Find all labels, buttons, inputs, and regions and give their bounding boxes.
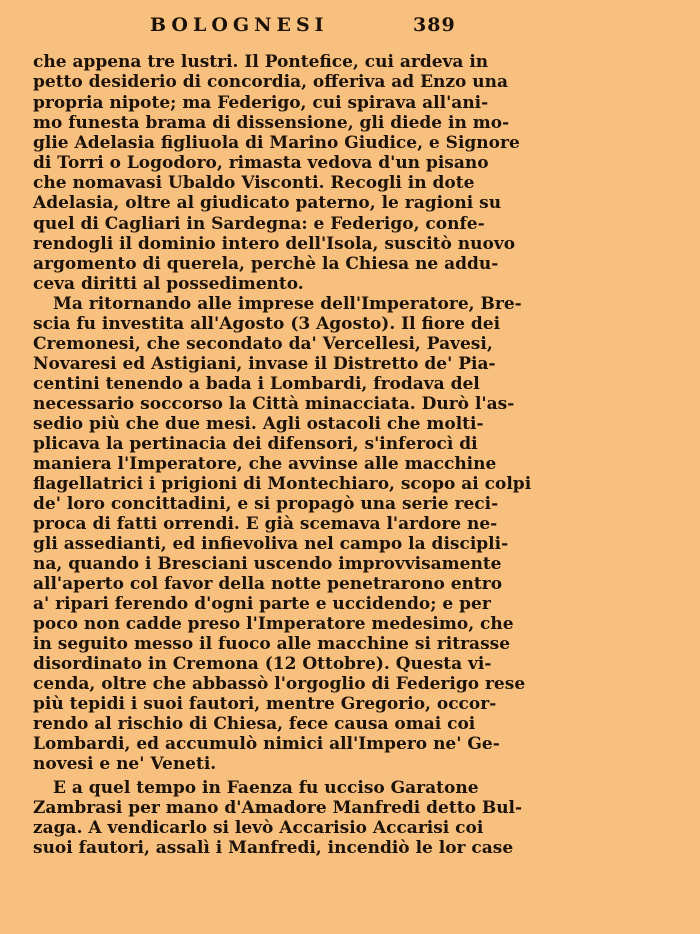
- text-line: gli assedianti, ed infievoliva nel campo la discipli-: [33, 534, 509, 554]
- text-line: de' loro concittadini, e si propagò una serie reci-: [33, 494, 499, 514]
- text-line: poco non cadde preso l'Imperatore medesimo, che: [33, 614, 514, 634]
- text-line: Novaresi ed Astigiani, invase il Distretto de' Pia-: [33, 354, 496, 374]
- text-line: plicava la pertinacia dei difensori, s'inferocì di: [33, 434, 478, 454]
- text-line: argomento di querela, perchè la Chiesa ne addu-: [33, 254, 499, 274]
- text-line: Ma ritornando alle imprese dell'Imperatore, Bre-: [53, 294, 522, 314]
- text-line: flagellatrici i prigioni di Montechiaro, scopo ai colpi: [33, 474, 532, 494]
- running-title: BOLOGNESI: [150, 14, 329, 36]
- text-line: E a quel tempo in Faenza fu ucciso Garatone: [53, 778, 479, 798]
- text-line: zaga. A vendicarlo si levò Accarisio Accarisi coi: [33, 818, 484, 838]
- text-line: cenda, oltre che abbassò l'orgoglio di Federigo rese: [33, 674, 526, 694]
- text-line: disordinato in Cremona (12 Ottobre). Questa vi-: [33, 654, 492, 674]
- text-line: maniera l'Imperatore, che avvinse alle macchine: [33, 454, 497, 474]
- text-line: Cremonesi, che secondato da' Vercellesi, Pavesi,: [33, 334, 493, 354]
- text-line: Lombardi, ed accumulò nimici all'Impero ne' Ge-: [33, 734, 500, 754]
- text-line: mo funesta brama di dissensione, gli diede in mo-: [33, 113, 510, 133]
- text-line: rendo al rischio di Chiesa, fece causa omai coi: [33, 714, 476, 734]
- text-line: novesi e ne' Veneti.: [33, 754, 217, 774]
- text-line: che nomavasi Ubaldo Visconti. Recogli in dote: [33, 173, 475, 193]
- text-line: Zambrasi per mano d'Amadore Manfredi detto Bul-: [33, 798, 523, 818]
- text-line: che appena tre lustri. Il Pontefice, cui ardeva in: [33, 52, 489, 72]
- text-line: na, quando i Bresciani uscendo improvvisamente: [33, 554, 502, 574]
- text-line: all'aperto col favor della notte penetrarono entro: [33, 574, 503, 594]
- text-line: suoi fautori, assalì i Manfredi, incendiò le lor case: [33, 838, 514, 858]
- text-line: di Torri o Logodoro, rimasta vedova d'un pisano: [33, 153, 489, 173]
- text-line: centini tenendo a bada i Lombardi, frodava del: [33, 374, 480, 394]
- text-line: Adelasia, oltre al giudicato paterno, le ragioni su: [33, 193, 502, 213]
- text-line: scia fu investita all'Agosto (3 Agosto). Il fiore dei: [33, 314, 501, 334]
- text-line: proca di fatti orrendi. E già scemava l'ardore ne-: [33, 514, 498, 534]
- text-line: rendogli il dominio intero dell'Isola, suscitò nuovo: [33, 234, 516, 254]
- text-line: propria nipote; ma Federigo, cui spirava all'ani-: [33, 93, 489, 113]
- text-line: glie Adelasia figliuola di Marino Giudice, e Signore: [33, 133, 520, 153]
- text-line: necessario soccorso la Città minacciata. Durò l'as-: [33, 394, 515, 414]
- text-line: a' ripari ferendo d'ogni parte e uccidendo; e per: [33, 594, 491, 614]
- text-line: ceva diritti al possedimento.: [33, 274, 304, 294]
- page-number: 389: [413, 14, 456, 36]
- text-line: in seguito messo il fuoco alle macchine si ritrasse: [33, 634, 511, 654]
- text-line: sedio più che due mesi. Agli ostacoli che molti-: [33, 414, 484, 434]
- text-line: quel di Cagliari in Sardegna: e Federigo, confe-: [33, 214, 485, 234]
- text-line: petto desiderio di concordia, offeriva ad Enzo una: [33, 72, 509, 92]
- text-line: più tepidi i suoi fautori, mentre Gregorio, occor-: [33, 694, 497, 714]
